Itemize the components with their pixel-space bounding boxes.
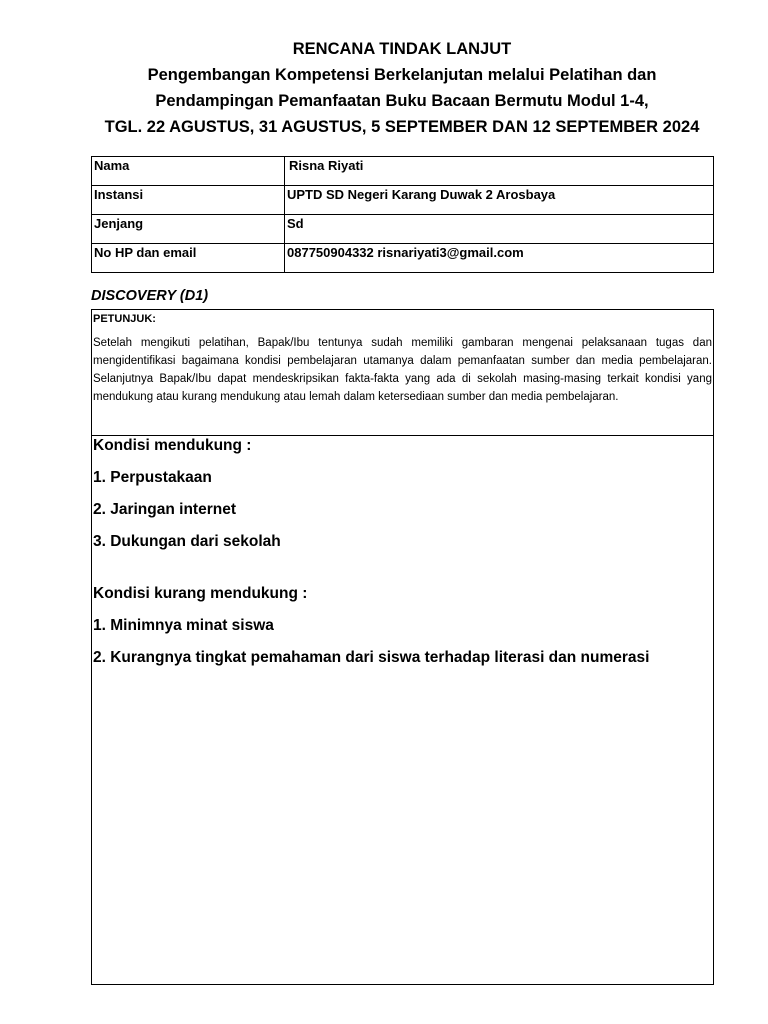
table-row-jenjang bbox=[92, 215, 714, 244]
document-title bbox=[60, 36, 744, 140]
value-jenjang: Sd bbox=[285, 215, 714, 244]
label-nama: Nama bbox=[92, 157, 285, 186]
title-line-2: Pengembangan Kompetensi Berkelanjutan melalui Pelatihan dan bbox=[147, 66, 657, 84]
identity-table bbox=[91, 156, 714, 273]
non-supporting-item: 2. Kurangnya tingkat pemahaman dari siswa terhadap literasi dan numerasi bbox=[93, 649, 650, 666]
spacer bbox=[93, 552, 712, 584]
non-supporting-item: 1. Minimnya minat siswa bbox=[93, 617, 274, 634]
non-supporting-heading: Kondisi kurang mendukung : bbox=[93, 585, 308, 602]
supporting-heading: Kondisi mendukung : bbox=[93, 437, 252, 454]
title-line-4: TGL. 22 AGUSTUS, 31 AGUSTUS, 5 SEPTEMBER DAN 12 SEPTEMBER 2024 bbox=[104, 118, 700, 136]
label-instansi: Instansi bbox=[92, 186, 285, 215]
instruction-text: Setelah mengikuti pelatihan, Bapak/Ibu tentunya sudah memiliki gambaran mengenai pelaksanaan tugas dan mengidentifikasi bagaimana kondisi pembelajaran utamanya dalam pemanfaatan sumber dan media pembelajaran. Selanjutnya Bapak/Ibu dapat mendeskripsikan fakta-fakta yang ada di sekolah masing-masing terkait kondisi yang mendukung atau kurang mendukung atau lemah dalam ketersediaan sumber dan media pembelajaran. bbox=[93, 337, 712, 403]
table-row-instansi bbox=[92, 186, 714, 215]
discovery-heading: DISCOVERY (D1) bbox=[91, 288, 209, 304]
supporting-item: 1. Perpustakaan bbox=[93, 469, 212, 486]
table-row-nama bbox=[92, 157, 714, 186]
title-line-3: Pendampingan Pemanfaatan Buku Bacaan Bermutu Modul 1-4, bbox=[155, 92, 649, 110]
discovery-box bbox=[91, 309, 714, 985]
title-line-1: RENCANA TINDAK LANJUT bbox=[292, 40, 512, 58]
supporting-item: 3. Dukungan dari sekolah bbox=[93, 533, 281, 550]
response-area bbox=[92, 436, 713, 668]
instruction-label: PETUNJUK: bbox=[93, 313, 156, 325]
label-contact: No HP dan email bbox=[92, 244, 285, 273]
table-row-contact bbox=[92, 244, 714, 273]
instruction-panel bbox=[92, 310, 713, 436]
value-nama: Risna Riyati bbox=[285, 157, 714, 186]
supporting-item: 2. Jaringan internet bbox=[93, 501, 236, 518]
value-instansi: UPTD SD Negeri Karang Duwak 2 Arosbaya bbox=[285, 186, 714, 215]
value-contact: 087750904332 risnariyati3@gmail.com bbox=[285, 244, 714, 273]
label-jenjang: Jenjang bbox=[92, 215, 285, 244]
